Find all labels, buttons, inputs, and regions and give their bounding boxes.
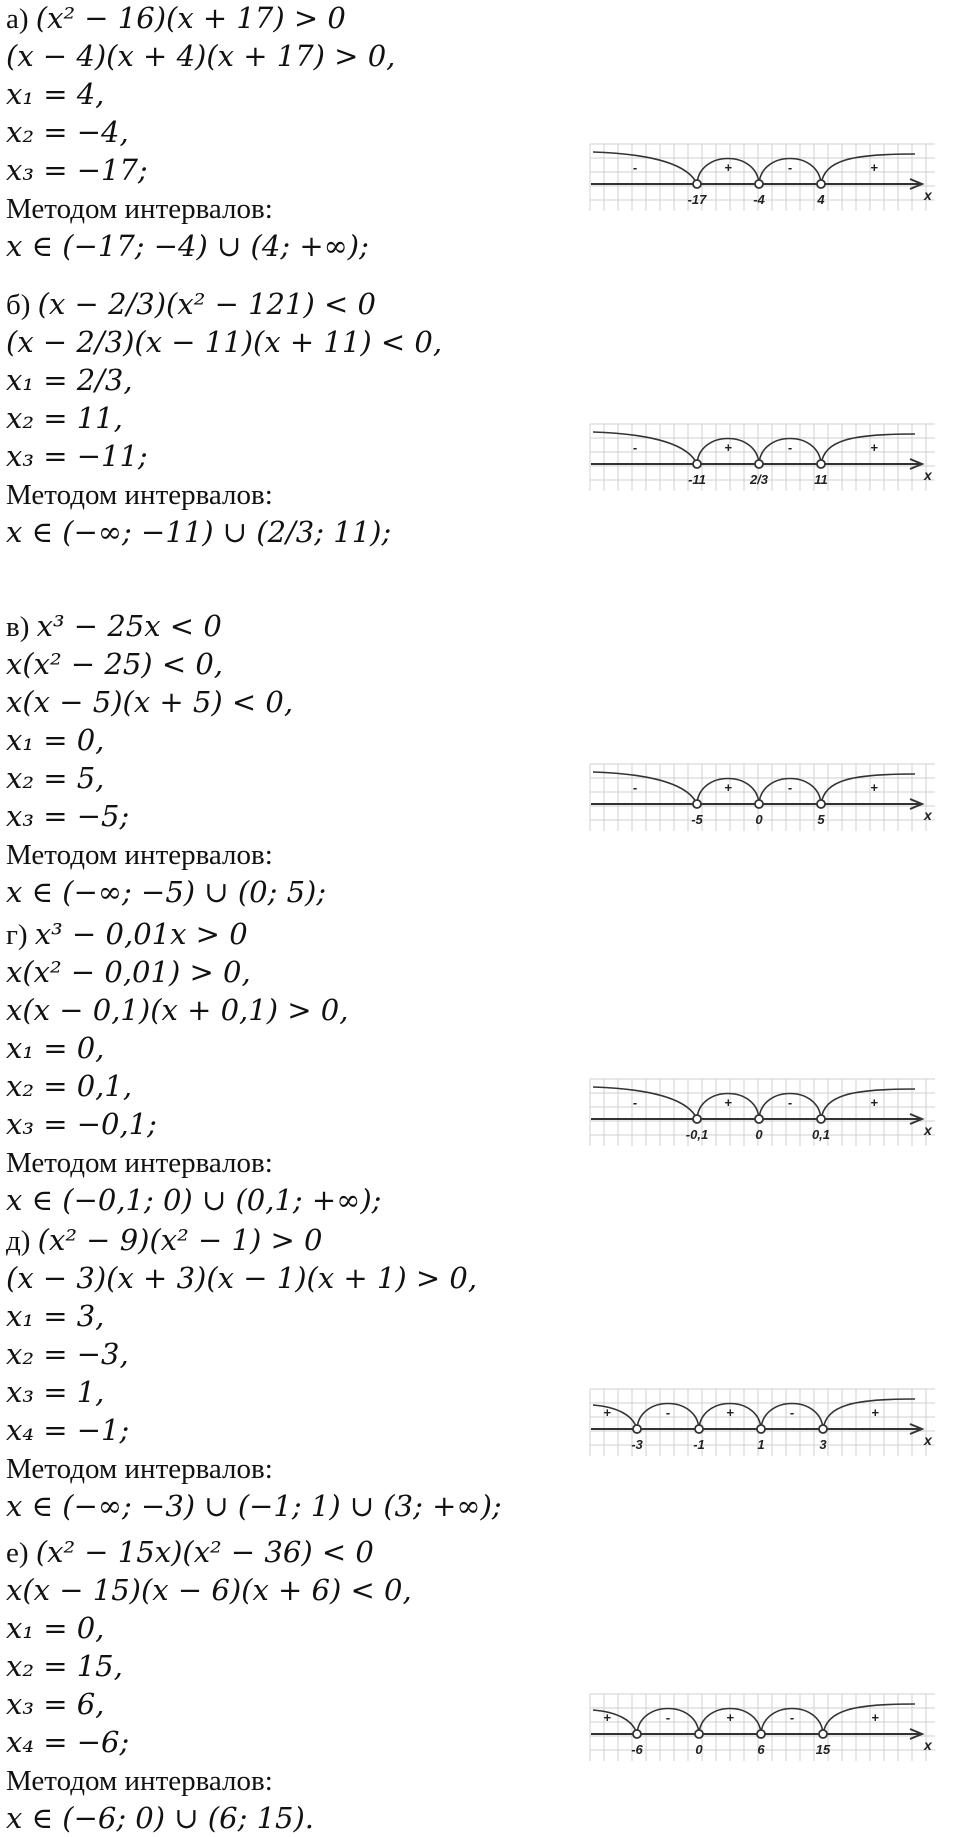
line-label: а) [6,3,36,35]
interval-axis [585,1690,940,1765]
math-expression: x ∈ (−∞; −5) ∪ (0; 5); [6,875,327,909]
number-line-figure [585,1385,940,1460]
math-expression: x₁ = 0, [6,1031,105,1065]
interval-axis [585,1385,940,1460]
interval-sign: + [724,780,732,795]
open-point [633,1425,641,1433]
line-label: Методом интервалов: [6,479,273,511]
math-expression: (x − 4)(x + 4)(x + 17) > 0, [6,39,396,73]
line-label: е) [6,1537,36,1569]
solution-line [6,646,223,683]
open-point [695,1425,703,1433]
interval-sign: + [724,440,732,455]
open-point [755,460,763,468]
number-line-figure [585,760,940,835]
solution-line [6,1298,104,1335]
interval-sign: + [870,160,878,175]
interval-sign: + [870,440,878,455]
solution-line [6,836,273,873]
point-label: 0,1 [811,1127,831,1142]
math-expression: x₁ = 0, [6,723,105,757]
number-line-figure [585,1690,940,1765]
line-label: Методом интервалов: [6,1147,273,1179]
solution-line [6,1068,132,1105]
point-label: -4 [753,192,765,207]
solution-line [6,1336,129,1373]
sign-arc [593,772,697,804]
solution-line [6,760,104,797]
line-label: д) [6,1225,38,1257]
point-label: -6 [631,1742,643,1757]
interval-sign: - [787,780,793,795]
solution-line [6,1800,314,1837]
point-label: -0,1 [685,1127,709,1142]
math-expression: (x² − 16)(x + 17) > 0 [35,1,346,35]
interval-sign: - [789,1405,795,1420]
solution-line [6,438,148,475]
solution-line [6,1144,273,1181]
math-expression: x₂ = −4, [6,115,129,149]
open-point [693,460,701,468]
math-expression: x₁ = 4, [6,77,105,111]
interval-axis [585,420,940,495]
axis-variable: x [924,807,932,823]
open-point [755,1115,763,1123]
point-label: -5 [691,812,703,827]
point-label: 0 [695,1742,703,1757]
interval-sign: - [787,1095,793,1110]
point-label: -17 [687,192,707,207]
open-point [817,800,825,808]
math-expression: x₃ = −11; [6,439,148,473]
interval-axis [585,760,940,835]
number-line-figure [585,420,940,495]
interval-sign: - [632,780,638,795]
axis-variable: x [924,1122,932,1138]
solution-line [6,1222,322,1259]
solution-line [6,1182,381,1219]
axis-variable: x [924,1737,932,1753]
interval-axis [585,1075,940,1150]
interval-sign: + [871,1405,879,1420]
sign-arc [593,152,697,184]
solution-line [6,190,273,227]
line-label: г) [6,919,35,951]
solution-line [6,874,326,911]
solution-line [6,476,273,513]
math-expression: (x² − 15x)(x² − 36) < 0 [35,1535,374,1569]
solution-line [6,1488,502,1525]
math-expression: x(x² − 25) < 0, [6,647,224,681]
solution-line [6,1106,157,1143]
solution-line [6,1374,104,1411]
interval-sign: - [632,440,638,455]
point-label: -11 [688,472,706,487]
point-label: -1 [693,1437,705,1452]
solution-line [6,76,104,113]
solution-line [6,1412,129,1449]
math-expression: x₁ = 2/3, [6,363,133,397]
solution-line [6,992,348,1029]
open-point [755,800,763,808]
math-expression: x₃ = 1, [6,1375,105,1409]
point-label: 3 [819,1437,827,1452]
math-expression: x³ − 0,01x > 0 [34,917,248,951]
point-label: -3 [631,1437,643,1452]
point-label: 6 [757,1742,765,1757]
axis-variable: x [924,1432,932,1448]
point-label: 0 [755,1127,763,1142]
line-label: в) [6,611,37,643]
math-expression: x³ − 25x < 0 [36,609,222,643]
open-point [695,1730,703,1738]
math-expression: x(x − 15)(x − 6)(x + 6) < 0, [6,1573,412,1607]
interval-sign: + [724,160,732,175]
math-expression: x₃ = −17; [6,153,148,187]
point-label: 11 [814,472,828,487]
interval-sign: + [603,1405,611,1420]
number-line-figure [585,140,940,215]
math-expression: x ∈ (−∞; −3) ∪ (−1; 1) ∪ (3; +∞); [6,1489,502,1523]
open-point [817,460,825,468]
solution-line [6,114,129,151]
solution-line [6,400,123,437]
math-expression: (x − 2/3)(x² − 121) < 0 [37,287,376,321]
math-expression: x₁ = 0, [6,1611,105,1645]
interval-sign: + [726,1710,734,1725]
solution-line [6,286,376,323]
math-expression: x₄ = −6; [6,1725,130,1759]
math-expression: x₃ = −5; [6,799,130,833]
open-point [693,180,701,188]
math-expression: (x − 2/3)(x − 11)(x + 11) < 0, [6,325,443,359]
math-expression: (x − 3)(x + 3)(x − 1)(x + 1) > 0, [6,1261,478,1295]
solution-line [6,362,133,399]
math-expression: x₄ = −1; [6,1413,130,1447]
point-label: 0 [755,812,763,827]
line-label: Методом интервалов: [6,1765,273,1797]
solution-line [6,722,104,759]
open-point [693,1115,701,1123]
number-line-figure [585,1075,940,1150]
open-point [757,1425,765,1433]
interval-sign: + [603,1710,611,1725]
math-expression: x(x − 5)(x + 5) < 0, [6,685,294,719]
solution-line [6,1534,374,1571]
interval-sign: + [870,780,878,795]
solution-line [6,0,346,37]
line-label: Методом интервалов: [6,1453,273,1485]
math-expression: x₃ = −0,1; [6,1107,157,1141]
axis-variable: x [924,187,932,203]
solution-line [6,1724,129,1761]
open-point [819,1730,827,1738]
point-label: 15 [815,1742,831,1757]
solution-line [6,798,129,835]
math-expression: x₂ = 0,1, [6,1069,133,1103]
interval-axis [585,140,940,215]
open-point [819,1425,827,1433]
point-label: 1 [757,1437,765,1452]
solution-line [6,514,391,551]
open-point [817,180,825,188]
interval-sign: + [870,1095,878,1110]
math-expression: x₁ = 3, [6,1299,105,1333]
open-point [755,180,763,188]
sign-arc [593,1087,697,1119]
math-expression: x₂ = 15, [6,1649,123,1683]
math-expression: x(x² − 0,01) > 0, [6,955,251,989]
solution-line [6,1648,123,1685]
open-point [757,1730,765,1738]
interval-sign: + [871,1710,879,1725]
line-label: Методом интервалов: [6,839,273,871]
solution-line [6,1260,477,1297]
open-point [817,1115,825,1123]
open-point [633,1730,641,1738]
point-label: 4 [817,192,825,207]
math-expression: x ∈ (−17; −4) ∪ (4; +∞); [6,229,369,263]
solution-line [6,228,369,265]
math-expression: x₂ = 5, [6,761,105,795]
solution-line [6,1686,104,1723]
math-expression: x₃ = 6, [6,1687,105,1721]
solution-line [6,1572,412,1609]
math-expression: x ∈ (−0,1; 0) ∪ (0,1; +∞); [6,1183,382,1217]
solution-line [6,684,293,721]
interval-sign: - [632,160,638,175]
math-expression: x ∈ (−∞; −11) ∪ (2/3; 11); [6,515,392,549]
line-label: б) [6,289,38,321]
math-expression: (x² − 9)(x² − 1) > 0 [37,1223,323,1257]
line-label: Методом интервалов: [6,193,273,225]
solution-line [6,608,222,645]
solution-line [6,324,442,361]
interval-sign: + [724,1095,732,1110]
interval-sign: - [632,1095,638,1110]
sign-arc [593,432,697,464]
point-label: 5 [817,812,825,827]
solution-line [6,38,395,75]
solution-line [6,1030,104,1067]
interval-sign: - [665,1710,671,1725]
interval-sign: + [726,1405,734,1420]
interval-sign: - [789,1710,795,1725]
solution-line [6,1450,273,1487]
solution-line [6,916,248,953]
math-expression: x₂ = −3, [6,1337,129,1371]
math-expression: x ∈ (−6; 0) ∪ (6; 15). [6,1801,314,1835]
math-expression: x₂ = 11, [6,401,123,435]
solution-line [6,1762,273,1799]
interval-sign: - [665,1405,671,1420]
solution-line [6,1610,104,1647]
solution-line [6,954,251,991]
axis-variable: x [924,467,932,483]
math-expression: x(x − 0,1)(x + 0,1) > 0, [6,993,349,1027]
open-point [693,800,701,808]
point-label: 2/3 [749,472,769,487]
interval-sign: - [787,440,793,455]
solution-line [6,152,148,189]
interval-sign: - [787,160,793,175]
